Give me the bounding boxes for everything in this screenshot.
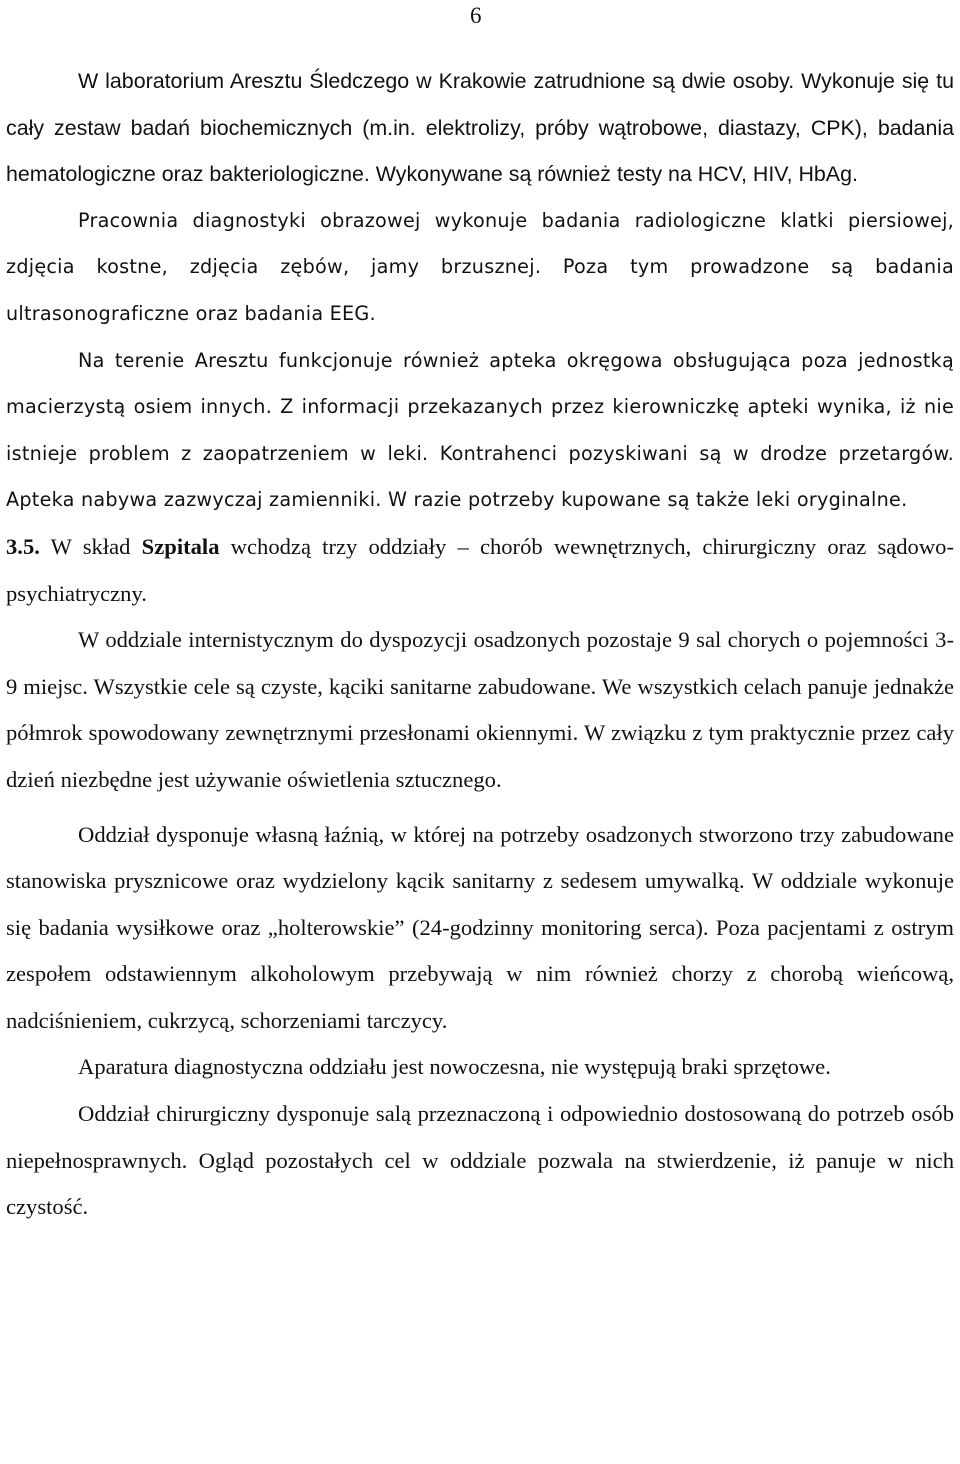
paragraph-ward-facilities: Oddział dysponuje własną łaźnią, w której na potrzeby osadzonych stworzono trzy zabudowane stanowiska prysznicowe oraz wydzielony kącik sanitarny z sedesem umywalką. W oddziale wykonuje się badania wysiłkowe oraz „holterowskie” (24-godzinny monitoring serca). Poza pacjentami z ostrym zespołem odstawiennym alkoholowym przebywają w nim również chorzy z chorobą wieńcową, nadciśnieniem, cukrzycą, schorzeniami tarczycy. <box>6 821 954 1033</box>
paragraph-laboratory: W laboratorium Aresztu Śledczego w Krakowie zatrudnione są dwie osoby. Wykonuje się tu cały zestaw badań biochemicznych (m.in. elektrolizy, próby wątrobowe, diastazy, CPK), badania hematologiczne oraz bakteriologiczne. Wykonywane są również testy na HCV, HIV, HbAg. <box>6 69 954 187</box>
paragraph-imaging: Pracownia diagnostyki obrazowej wykonuje badania radiologiczne klatki piersiowej, zdjęcia kostne, zdjęcia zębów, jamy brzusznej. Poza tym prowadzone są badania ultrasonograficzne oraz badania EEG. <box>6 208 954 325</box>
paragraph-hospital-heading <box>6 524 954 617</box>
page-number: 6 <box>470 3 482 28</box>
hospital-lead-text: W skład <box>39 533 142 559</box>
body-text <box>6 58 954 1231</box>
paragraph-surgical-ward: Oddział chirurgiczny dysponuje salą przeznaczoną i odpowiednio dostosowaną do potrzeb osób niepełnosprawnych. Ogląd pozostałych cel w oddziale pozwala na stwierdzenie, iż panuje w nich czystość. <box>6 1101 954 1220</box>
paragraph-diagnostic-equipment: Aparatura diagnostyczna oddziału jest nowoczesna, nie występują braki sprzętowe. <box>78 1054 831 1080</box>
paragraph-internal-ward: W oddziale internistycznym do dyspozycji osadzonych pozostaje 9 sal chorych o pojemności 3-9 miejsc. Wszystkie cele są czyste, kąciki sanitarne zabudowane. We wszystkich celach panuje jednakże półmrok spowodowany zewnętrznymi przesłonami okiennymi. W związku z tym praktycznie przez cały dzień niezbędne jest używanie oświetlenia sztucznego. <box>6 627 954 792</box>
section-number: 3.5. <box>6 533 40 559</box>
hospital-term: Szpitala <box>141 533 220 559</box>
paragraph-pharmacy: Na terenie Aresztu funkcjonuje również apteka okręgowa obsługująca poza jednostką macierzystą osiem innych. Z informacji przekazanych przez kierowniczkę apteki wynika, iż nie istnieje problem z zaopatrzeniem w leki. Kontrahenci pozyskiwani są w drodze przetargów. Apteka nabywa zazwyczaj zamienniki. W razie potrzeby kupowane są także leki oryginalne. <box>6 348 954 512</box>
hospital-rest-text: wchodzą trzy oddziały – chorób wewnętrznych, chirurgiczny oraz sądowo-psychiatryczny. <box>6 533 954 606</box>
